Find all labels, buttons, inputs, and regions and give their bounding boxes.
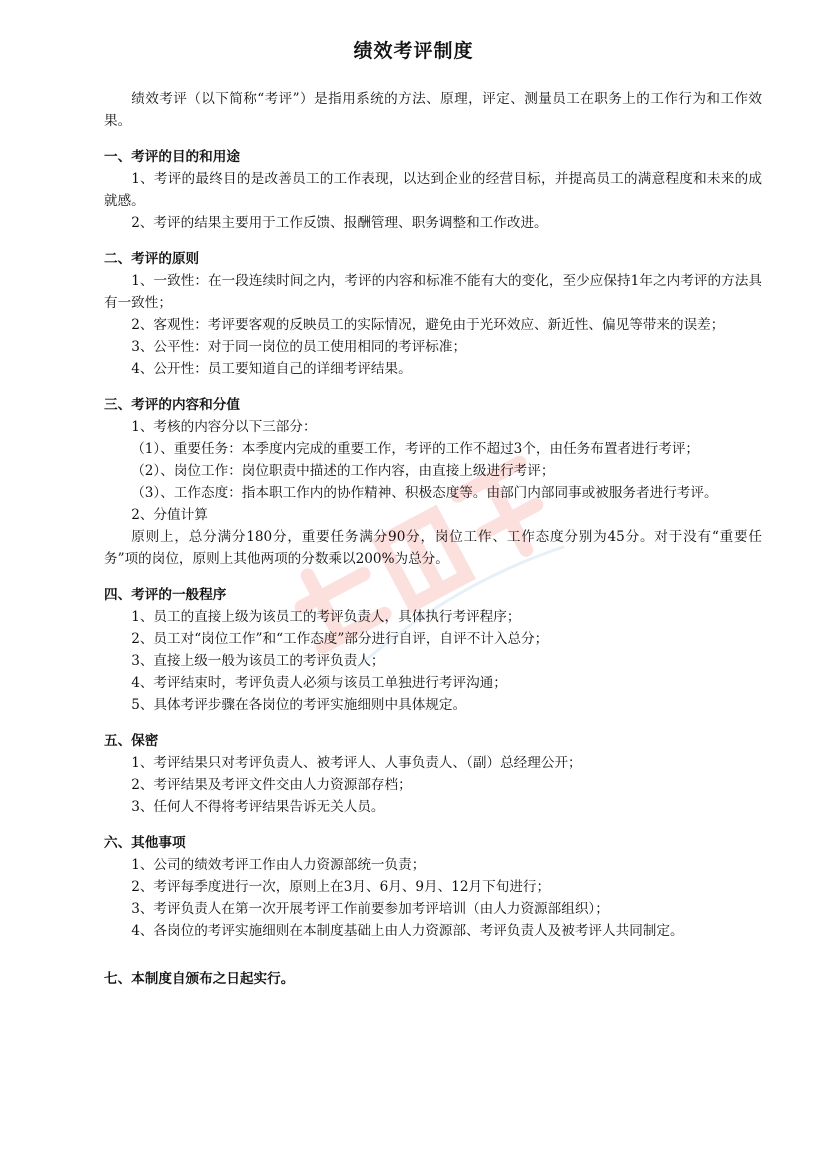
section-heading: 二、考评的原则 [104, 251, 200, 267]
section-1 [104, 146, 762, 234]
section-4 [104, 584, 762, 716]
section-paragraph: 4、考评结束时，考评负责人必须与该员工单独进行考评沟通； [131, 675, 507, 691]
section-heading: 四、考评的一般程序 [104, 587, 227, 603]
section-paragraph: 3、任何人不得将考评结果告诉无关人员。 [131, 799, 385, 815]
section-paragraph: 3、考评负责人在第一次开展考评工作前要参加考评培训（由人力资源部组织）； [131, 901, 609, 917]
section-paragraph: 2、考评结果及考评文件交由人力资源部存档； [131, 777, 412, 793]
section-5 [104, 730, 762, 818]
section-heading: 一、考评的目的和用途 [104, 149, 240, 165]
section-heading: 三、考评的内容和分值 [104, 397, 240, 413]
section-paragraph: （2）、岗位工作：岗位职责中描述的工作内容，由直接上级进行考评； [131, 463, 555, 479]
section-paragraph: 4、各岗位的考评实施细则在本制度基础上由人力资源部、考评负责人及被考评人共同制定。 [131, 923, 684, 939]
document-body [104, 88, 762, 990]
section-heading: 六、其他事项 [104, 835, 186, 851]
section-paragraph: 2、考评的结果主要用于工作反馈、报酬管理、职务调整和工作改进。 [131, 215, 548, 231]
section-paragraph: 2、员工对“岗位工作”和“工作态度”部分进行自评，自评不计入总分； [131, 631, 549, 647]
section-paragraph: 1、公司的绩效考评工作由人力资源部统一负责； [131, 857, 426, 873]
section-heading: 五、保密 [104, 733, 159, 749]
section-paragraph: 原则上，总分满分180分，重要任务满分90分，岗位工作、工作态度分别为45分。对于没有“重要任务”项的岗位，原则上其他两项的分数乘以200%为总分。 [104, 529, 762, 567]
section-6 [104, 832, 762, 942]
document-title: 绩效考评制度 [353, 40, 474, 62]
section-paragraph: 3、直接上级一般为该员工的考评负责人； [131, 653, 385, 669]
section-paragraph: 3、公平性：对于同一岗位的员工使用相同的考评标准； [131, 339, 467, 355]
section-paragraph: 2、分值计算 [131, 507, 208, 523]
section-paragraph: 1、考评结果只对考评负责人、被考评人、人事负责人、（副）总经理公开； [131, 755, 582, 771]
section-paragraph: （3）、工作态度：指本职工作内的协作精神、积极态度等。由部门内部同事或被服务者进行考评。 [131, 485, 718, 501]
section-paragraph: 1、考核的内容分以下三部分： [131, 419, 317, 435]
section-2 [104, 248, 762, 380]
section-paragraph: 1、一致性：在一段连续时间之内，考评的内容和标准不能有大的变化，至少应保持1年之内考评的方法具有一致性； [104, 273, 762, 311]
intro-paragraph: 绩效考评（以下简称“考评”）是指用系统的方法、原理，评定、测量员工在职务上的工作行为和工作效果。 [104, 91, 762, 129]
section-paragraph: 1、员工的直接上级为该员工的考评负责人，具体执行考评程序； [131, 609, 521, 625]
section-paragraph: （1）、重要任务：本季度内完成的重要工作，考评的工作不超过3个，由任务布置者进行考评； [131, 441, 700, 457]
section-paragraph: 4、公开性：员工要知道自己的详细考评结果。 [131, 361, 412, 377]
section-paragraph: 2、客观性：考评要客观的反映员工的实际情况，避免由于光环效应、新近性、偏见等带来的误差； [131, 317, 725, 333]
section-3 [104, 394, 762, 570]
section-paragraph: 5、具体考评步骤在各岗位的考评实施细则中具体规定。 [131, 697, 467, 713]
final-heading: 七、本制度自颁布之日起实行。 [104, 971, 295, 987]
section-paragraph: 1、考评的最终目的是改善员工的工作表现，以达到企业的经营目标，并提高员工的满意程度和未来的成就感。 [104, 171, 762, 209]
section-paragraph: 2、考评每季度进行一次，原则上在3月、6月、9月、12月下旬进行； [131, 879, 551, 895]
